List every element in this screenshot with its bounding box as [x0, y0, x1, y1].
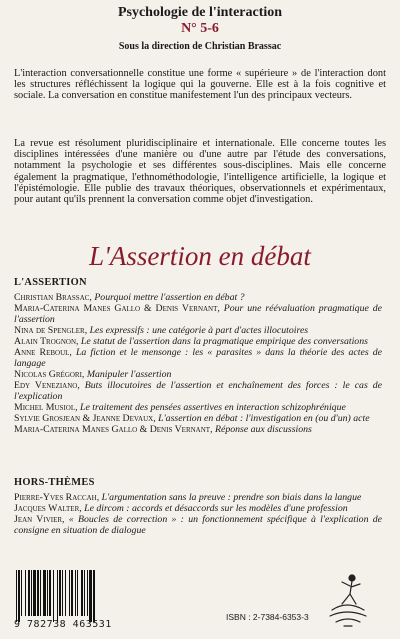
section-heading-assertion: L'ASSERTION	[14, 277, 87, 288]
series-title: Psychologie de l'interaction	[117, 5, 283, 20]
contents-entry	[14, 325, 382, 336]
entry-author: Nina de Spengler,	[14, 325, 88, 336]
entry-title: L'argumentation sans la preuve : prendre son biais dans la langue	[101, 492, 362, 503]
contents-entry	[14, 292, 382, 303]
entry-author: Pierre-Yves Raccah,	[14, 492, 100, 503]
contents-list-assertion	[14, 292, 382, 435]
contents-entry	[14, 402, 382, 413]
entry-author: Maria-Caterina Manes Gallo & Denis Vernant,	[14, 424, 213, 435]
entry-author: Nicolas Grégori,	[14, 369, 85, 380]
entry-title: Pour une réévaluation pragmatique de l'assertion	[14, 303, 382, 325]
entry-author: Maria-Caterina Manes Gallo & Denis Vernant,	[14, 303, 220, 314]
contents-entry	[14, 336, 382, 347]
entry-title: Le statut de l'assertion dans la pragmatique empirique des conversations	[80, 336, 368, 347]
section-heading-hors-themes: HORS-THÈMES	[14, 477, 95, 488]
main-title: L'Assertion en débat	[89, 241, 311, 271]
entry-author: Anne Reboul,	[14, 347, 72, 358]
contents-list-hors-themes	[14, 492, 382, 536]
entry-author: Jacques Walter,	[14, 503, 82, 514]
contents-entry	[14, 380, 382, 402]
contents-entry	[14, 424, 382, 435]
entry-author: Christian Brassac,	[14, 292, 92, 303]
intro-paragraph-1: L'interaction conversationnelle constitue une forme « supérieure » de l'interaction dont les structures réfléchissent la logique qui la gouverne. Elle est à la fois cognitive et sociale. La conversation en constitue manifestement l'un des principaux vecteurs.	[14, 68, 386, 102]
series-direction: Sous la direction de Christian Brassac	[118, 41, 282, 52]
contents-entry	[14, 369, 382, 380]
entry-title: Réponse aux discussions	[214, 424, 312, 435]
contents-entry	[14, 503, 382, 514]
entry-title: L'assertion en débat : l'investigation en (ou d'un) acte	[158, 413, 370, 424]
entry-title: Pourquoi mettre l'assertion en débat ?	[94, 292, 245, 303]
isbn-number: ISBN : 2-7384-6353-3	[226, 612, 309, 622]
contents-entry	[14, 413, 382, 424]
entry-author: Sylvie Grosjean & Jeanne Devaux,	[14, 413, 156, 424]
barcode-number: 9 782738 463531	[14, 619, 112, 630]
entry-title: Le dircom : accords et désaccords sur les modèles d'une profession	[84, 503, 348, 514]
entry-author: Jean Vivier,	[14, 514, 65, 525]
entry-author: Alain Trognon,	[14, 336, 79, 347]
contents-entry	[14, 303, 382, 325]
contents-entry	[14, 514, 382, 536]
entry-title: « Boucles de correction » : un fonctionnement spécifique à l'explication de consigne en situation de dialogue	[14, 514, 382, 536]
entry-title: Manipuler l'assertion	[86, 369, 172, 380]
series-number: N° 5-6	[181, 21, 219, 36]
entry-title: La fiction et le mensonge : les « parasites » dans la théorie des actes de langage	[14, 347, 382, 369]
publisher-logo-icon	[322, 570, 372, 630]
barcode	[12, 570, 124, 622]
entry-title: Le traitement des pensées assertives en interaction schizophrénique	[80, 402, 346, 413]
contents-entry	[14, 347, 382, 369]
intro-paragraph-2: La revue est résolument pluridisciplinaire et internationale. Elle concerne toutes les disciplines intéressées d'une manière ou d'une autre par l'étude des conversations, notamment la psychologie et ses différentes sous-disciplines. Mais elle concerne également la pragmatique, l'ethnométhodologie, l'intelligence artificielle, la logique et l'épistémologie. Elle publie des travaux théoriques, observationnels et expérimentaux, pour autant qu'ils prennent la conversation comme objet d'investigation.	[14, 138, 386, 206]
entry-author: Michel Musiol,	[14, 402, 78, 413]
entry-title: Buts illocutoires de l'assertion et enchaînement des forces : le cas de l'explication	[14, 380, 382, 402]
contents-entry	[14, 492, 382, 503]
entry-author: Edy Veneziano,	[14, 380, 80, 391]
entry-title: Les expressifs : une catégorie à part d'actes illocutoires	[89, 325, 309, 336]
